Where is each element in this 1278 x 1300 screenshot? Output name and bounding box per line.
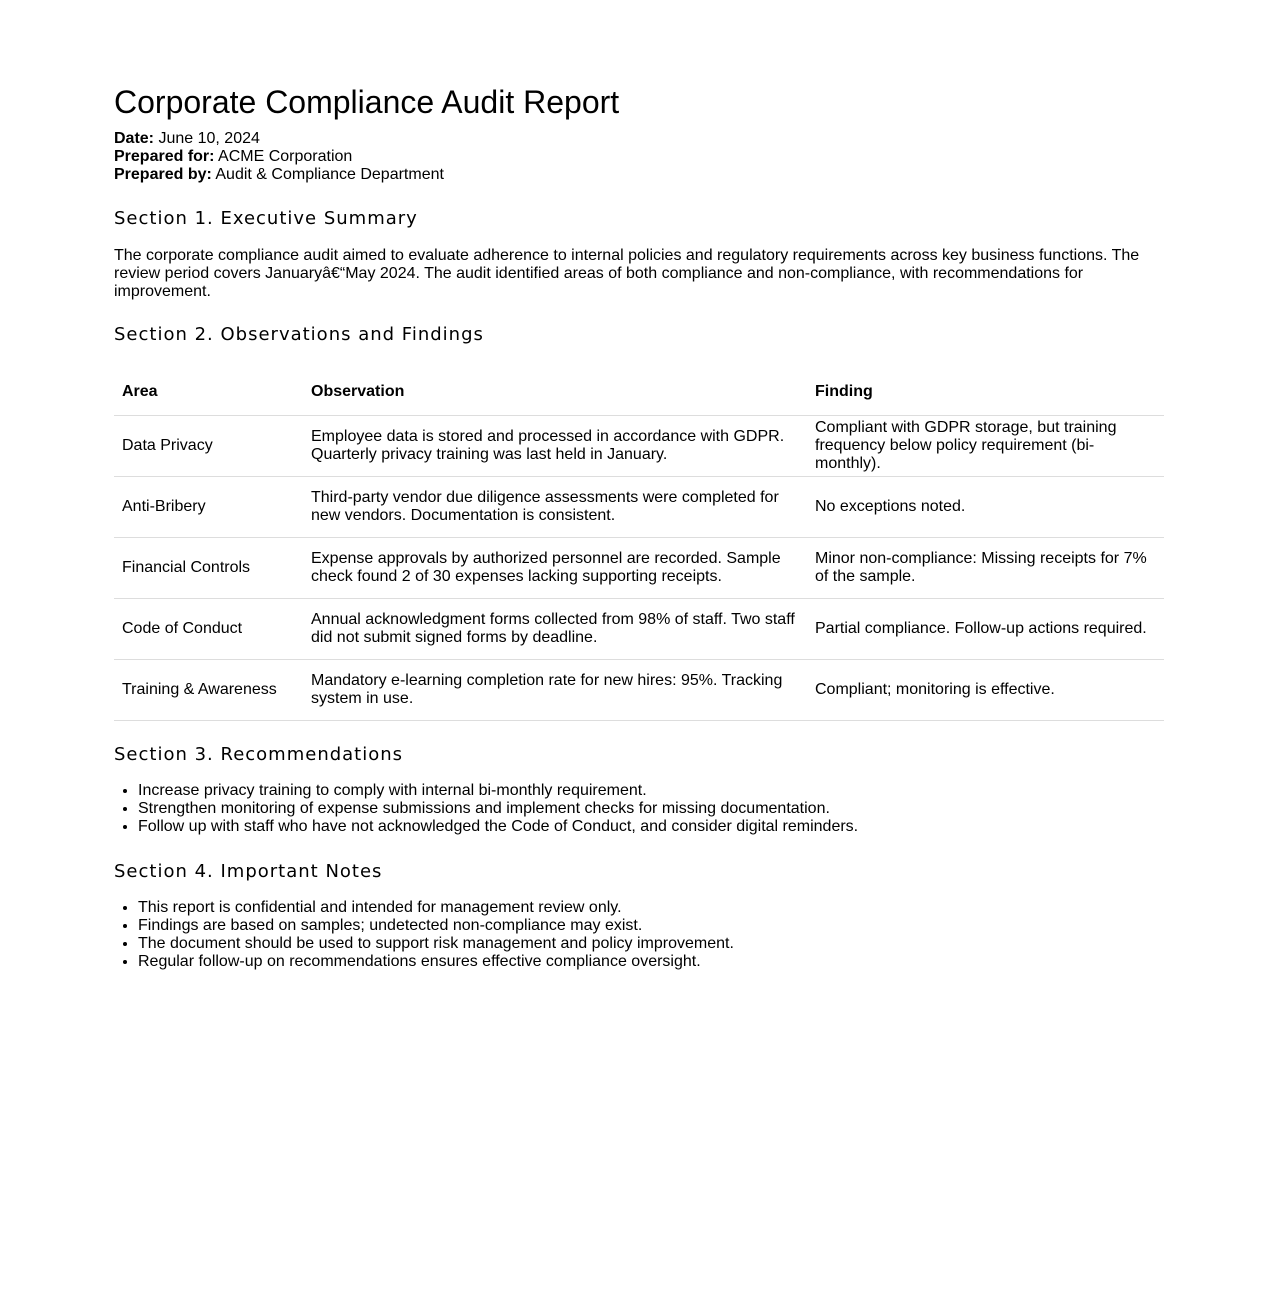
cell-area: Training & Awareness: [114, 660, 303, 721]
table-row: [114, 538, 1164, 599]
cell-finding: No exceptions noted.: [807, 477, 1164, 538]
cell-observation: Third-party vendor due diligence assessments were completed for new vendors. Documentation is consistent.: [303, 477, 807, 538]
meta-prepared-for: [114, 148, 1164, 166]
list-item: • Findings are based on samples; undetected non-compliance may exist.: [138, 917, 1164, 935]
table-row: [114, 660, 1164, 721]
list-item: • This report is confidential and intended for management review only.: [138, 899, 1164, 917]
meta-prepared-for-value: ACME Corporation: [218, 148, 353, 165]
section-notes-title: Section 4. Important Notes: [114, 861, 383, 882]
list-item: • Regular follow-up on recommendations ensures effective compliance oversight.: [138, 953, 1164, 971]
cell-finding: Compliant; monitoring is effective.: [807, 660, 1164, 721]
table-header-row: [114, 369, 1164, 416]
section-observations-title: Section 2. Observations and Findings: [114, 324, 484, 345]
cell-finding: Partial compliance. Follow-up actions required.: [807, 599, 1164, 660]
meta-date-value: June 10, 2024: [158, 130, 260, 147]
cell-finding: Minor non-compliance: Missing receipts for 7% of the sample.: [807, 538, 1164, 599]
cell-area: Code of Conduct: [114, 599, 303, 660]
findings-table: [114, 369, 1164, 721]
section-executive-summary-title: Section 1. Executive Summary: [114, 208, 418, 229]
report-meta: [114, 130, 1164, 184]
list-item: • The document should be used to support risk management and policy improvement.: [138, 935, 1164, 953]
list-item: • Increase privacy training to comply with internal bi-monthly requirement.: [138, 782, 1164, 800]
header-area: Area: [114, 369, 303, 416]
header-finding: Finding: [807, 369, 1164, 416]
page-title: Corporate Compliance Audit Report: [114, 84, 620, 120]
table-row: [114, 477, 1164, 538]
meta-prepared-by: [114, 166, 1164, 184]
header-observation: Observation: [303, 369, 807, 416]
meta-prepared-by-value: Audit & Compliance Department: [215, 166, 444, 183]
cell-area: Financial Controls: [114, 538, 303, 599]
cell-area: Data Privacy: [114, 416, 303, 477]
table-row: [114, 599, 1164, 660]
table-row: [114, 416, 1164, 477]
cell-finding: Compliant with GDPR storage, but training frequency below policy requirement (bi-monthly).: [807, 416, 1164, 477]
meta-prepared-for-label: Prepared for:: [114, 148, 215, 165]
cell-observation: Annual acknowledgment forms collected from 98% of staff. Two staff did not submit signed forms by deadline.: [303, 599, 807, 660]
list-item: • Strengthen monitoring of expense submissions and implement checks for missing documentation.: [138, 800, 1164, 818]
recommendations-list: [114, 782, 1164, 836]
cell-area: Anti-Bribery: [114, 477, 303, 538]
list-item: • Follow up with staff who have not acknowledged the Code of Conduct, and consider digital reminders.: [138, 818, 1164, 836]
cell-observation: Mandatory e-learning completion rate for new hires: 95%. Tracking system in use.: [303, 660, 807, 721]
executive-summary-text: The corporate compliance audit aimed to evaluate adherence to internal policies and regulatory requirements across key business functions. The review period covers Januaryâ€“May 2024. The audit identified areas of both compliance and non-compliance, with recommendations for improvement.: [114, 247, 1140, 300]
cell-observation: Employee data is stored and processed in accordance with GDPR. Quarterly privacy training was last held in January.: [303, 416, 807, 477]
meta-date-label: Date:: [114, 130, 155, 147]
section-recommendations-title: Section 3. Recommendations: [114, 744, 404, 765]
meta-date: [114, 130, 1164, 148]
meta-prepared-by-label: Prepared by:: [114, 166, 212, 183]
notes-list: [114, 899, 1164, 971]
cell-observation: Expense approvals by authorized personnel are recorded. Sample check found 2 of 30 expenses lacking supporting receipts.: [303, 538, 807, 599]
